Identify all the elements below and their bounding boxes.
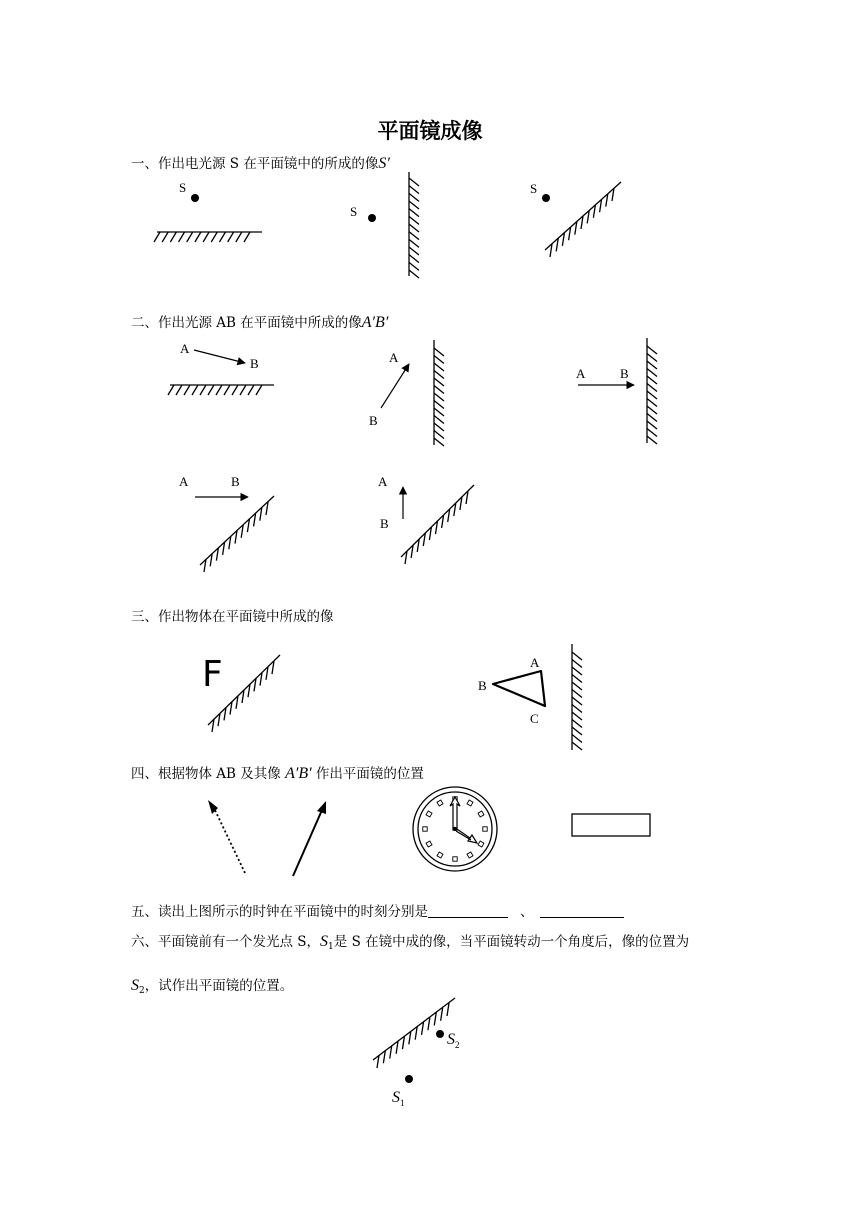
mirror-hatch-line (572, 727, 582, 735)
question-3-text: 三、作出物体在平面镜中所成的像 (131, 609, 334, 625)
mirror-hatch-line (434, 363, 444, 371)
mirror-hatch-line (647, 399, 657, 407)
mirror-hatch-line (224, 385, 230, 395)
mirror-hatch-line (434, 356, 444, 364)
label-a: A (180, 341, 190, 356)
question-1-text: 一、作出电光源 S 在平面镜中的所成的像 (131, 156, 379, 172)
mirror-hatch-line (409, 178, 419, 186)
q2-figure-1 (168, 341, 274, 395)
mirror-hatch-line (154, 232, 160, 242)
object-arrow (381, 364, 409, 408)
object-solid-arrow (293, 810, 322, 876)
mirror-hatch-line (248, 385, 254, 395)
question-4-symbol: A′B′ (285, 765, 312, 782)
mirror-hatch-line (170, 232, 176, 242)
q1-figure-2 (350, 172, 419, 278)
mirror-hatch-line (409, 216, 419, 224)
question-6-text-a: 六、平面镜前有一个发光点 S， (131, 934, 321, 950)
clock-hour-mark (423, 827, 427, 831)
mirror-hatch-line (434, 416, 444, 424)
label-a: A (378, 474, 388, 489)
q3-figure-1 (202, 654, 280, 732)
mirror-hatch-line (572, 660, 582, 668)
mirror-hatch-line (647, 369, 657, 377)
label-a: A (530, 655, 540, 670)
q2-figure-5 (378, 474, 474, 564)
light-source-point (542, 194, 550, 202)
mirror-diagonal (545, 182, 621, 257)
mirror-hatch-line (409, 209, 419, 217)
object-arrow (194, 350, 245, 363)
label-c: C (530, 711, 539, 726)
q2-figure-3 (576, 338, 657, 444)
label-s: S (350, 204, 358, 219)
mirror-hatch-line (572, 712, 582, 720)
mirror-vertical (409, 172, 419, 278)
mirror-hatch-line (434, 401, 444, 409)
mirror-hatch-line (187, 232, 193, 242)
question-6-text-b: 是 S 在镜中成的像，当平面镜转动一个角度后，像的位置为 (333, 934, 690, 950)
mirror-hatch-line (572, 735, 582, 743)
question-2-text: 二、作出光源 AB 在平面镜中所成的像 (131, 315, 362, 331)
mirror-hatch-line (200, 385, 206, 395)
q6-figure (373, 998, 460, 1108)
mirror-hatch-line (409, 193, 419, 201)
mirror-hatch-line (236, 232, 242, 242)
mirror-vertical (647, 338, 657, 444)
label-s: S (530, 181, 538, 196)
label-b: B (231, 474, 240, 489)
question-6-s1-symbol: S (320, 933, 329, 950)
mirror-horizontal (168, 385, 274, 395)
mirror-hatch-line (572, 705, 582, 713)
mirror-hatch-line (647, 414, 657, 422)
mirror-hatch-line (219, 232, 225, 242)
question-2-symbol: A′B′ (361, 314, 389, 331)
question-6-s2-sub: 2 (139, 986, 145, 996)
question-6-s1-sub: 1 (328, 942, 334, 952)
mirror-hatch-line (208, 385, 214, 395)
mirror-hatch-line (176, 385, 182, 395)
clock-hour-mark (483, 827, 487, 831)
q2-figure-2 (369, 340, 444, 446)
label-s1: $S_1$ (392, 1089, 405, 1108)
mirror-hatch-line (572, 652, 582, 660)
dotted-arrow-head (208, 800, 218, 814)
mirror-hatch-line (228, 232, 234, 242)
mirror-hatch-line (647, 406, 657, 414)
mirror-hatch-line (409, 247, 419, 255)
label-b: B (250, 356, 259, 371)
mirror-hatch-line (434, 371, 444, 379)
mirror-diagonal (401, 485, 474, 564)
mirror-hatch-line (647, 384, 657, 392)
question-6-s2-symbol: S (131, 977, 139, 994)
mirror-hatch-line (240, 385, 246, 395)
page-title: 平面镜成像 (377, 119, 483, 143)
mirror-hatch-line (434, 348, 444, 356)
letter-f-object: F (202, 654, 223, 695)
mirror-hatch-line (647, 436, 657, 444)
mirror-hatch-line (647, 354, 657, 362)
object-image-dotted-arrow (213, 806, 245, 873)
mirror-hatch-line (192, 385, 198, 395)
mirror-hatch-line (647, 376, 657, 384)
label-a: A (179, 474, 189, 489)
mirror-hatch-line (409, 224, 419, 232)
mirror-vertical (572, 644, 582, 750)
question-4-text-end: 作出平面镜的位置 (315, 766, 424, 782)
label-a: A (576, 366, 586, 381)
mirror-hatch-line (216, 385, 222, 395)
q1-figure-1 (154, 180, 262, 242)
mirror-hatch-line (647, 361, 657, 369)
mirror-hatch-line (195, 232, 201, 242)
mirror-hatch-line (244, 232, 250, 242)
mirror-hatch-line (409, 270, 419, 278)
mirror-hatch-line (572, 742, 582, 750)
image-point-s2 (436, 1030, 444, 1038)
mirror-hatch-line (179, 232, 185, 242)
label-s2: $S_2$ (447, 1031, 460, 1050)
mirror-hatch-line (409, 255, 419, 263)
mirror-hatch-line (434, 386, 444, 394)
mirror-hatch-line (572, 667, 582, 675)
mirror-hatch-line (572, 720, 582, 728)
mirror-hatch-line (428, 1017, 430, 1030)
light-source-point (191, 194, 199, 202)
mirror-hatch-line (409, 262, 419, 270)
mirror-hatch-line (434, 423, 444, 431)
triangle-object (493, 671, 545, 706)
q3-figure-2 (478, 644, 582, 750)
clock-hour-mark (453, 857, 457, 861)
mirror-horizontal (154, 232, 262, 242)
mirror-hatch-line (168, 385, 174, 395)
clock-figure (413, 787, 497, 871)
mirror-hatch-line (572, 690, 582, 698)
mirror-hatch-line (232, 385, 238, 395)
answer-separator: 、 (520, 904, 534, 920)
q4-figure-1 (208, 800, 326, 876)
label-b: B (620, 366, 629, 381)
mirror-hatch-line (572, 682, 582, 690)
mirror-hatch-line (434, 438, 444, 446)
clock-center (453, 827, 457, 831)
mirror-hatch-line (409, 232, 419, 240)
mirror-hatch-line (447, 1003, 449, 1016)
question-5-text: 五、读出上图所示的时钟在平面镜中的时刻分别是 (131, 904, 428, 920)
image-point-s1 (405, 1075, 413, 1083)
mirror-hatch-line (647, 391, 657, 399)
label-a: A (389, 350, 399, 365)
mirror-hatch-line (647, 429, 657, 437)
mirror-hatch-line (572, 697, 582, 705)
light-source-point (368, 214, 376, 222)
mirror-hatch-line (434, 408, 444, 416)
mirror-hatch-line (434, 378, 444, 386)
question-6-text-c: ，试作出平面镜的位置。 (144, 978, 294, 994)
label-b: B (478, 678, 487, 693)
label-s: S (179, 180, 187, 195)
rectangle-figure (572, 814, 650, 836)
mirror-hatch-line (647, 346, 657, 354)
mirror-hatch-line (409, 201, 419, 209)
mirror-hatch-line (203, 232, 209, 242)
mirror-hatch-line (434, 431, 444, 439)
q1-figure-3 (530, 181, 621, 257)
mirror-hatch-line (434, 393, 444, 401)
mirror-hatch-line (434, 1012, 436, 1025)
label-b: B (380, 516, 389, 531)
label-b: B (369, 413, 378, 428)
mirror-diagonal (200, 496, 274, 572)
mirror-hatch-line (647, 421, 657, 429)
mirror-hatch-line (211, 232, 217, 242)
solid-arrow-head (317, 801, 326, 814)
mirror-hatch-line (409, 239, 419, 247)
question-1-symbol: S′ (378, 155, 390, 172)
mirror-hatch-line (572, 675, 582, 683)
question-4-text: 四、根据物体 AB 及其像 (131, 766, 281, 782)
mirror-hatch-line (409, 186, 419, 194)
mirror-hatch-line (162, 232, 168, 242)
mirror-hatch-line (256, 385, 262, 395)
q2-figure-4 (179, 474, 274, 572)
mirror-vertical (434, 340, 444, 446)
mirror-hatch-line (441, 1008, 443, 1021)
mirror-hatch-line (184, 385, 190, 395)
